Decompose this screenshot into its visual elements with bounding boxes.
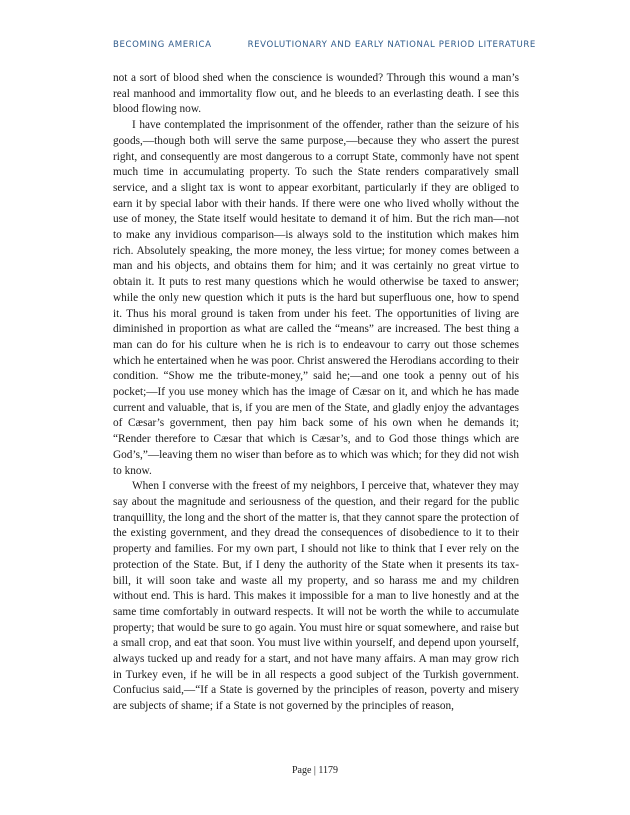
paragraph: When I converse with the freest of my neighbors, I perceive that, whatever they may say about the magnitude and seriousness of the question, and their regard for the public tranquillity, the long and the short of the matter is, that they cannot spare the protection of the existing government, and they dread the consequences of disobedience to it to their property and families. For my own part, I should not like to think that I ever rely on the protection of the State. But, if I deny the authority of the State when it presents its tax-bill, it will soon take and waste all my property, and so harass me and my children without end. This is hard. This makes it impossible for a man to live honestly and at the same time comfortably in outward respects. It will not be worth the while to accumulate property; that would be sure to go again. You must hire or squat somewhere, and raise but a small crop, and eat that soon. You must live within yourself, and depend upon yourself, always tucked up and ready for a start, and not have many affairs. A man may grow rich in Turkey even, if he will be in all respects a good subject of the Turkish government. Confucius said,—“If a State is governed by the principles of reason, poverty and misery are subjects of shame; if a State is not governed by the principles of reason, [113, 480, 519, 713]
book-title: BECOMING AMERICA [113, 40, 212, 50]
running-header [113, 40, 536, 50]
paragraph: I have contemplated the imprisonment of the offender, rather than the seizure of his goods,—though both will serve the same purpose,—because they who assert the purest right, and consequently are most dangerous to a corrupt State, commonly have not spent much time in accumulating property. To such the State renders comparatively small service, and a slight tax is wont to appear exorbitant, particularly if they are obliged to earn it by special labor with their hands. If there were one who lived wholly without the use of money, the State itself would hesitate to demand it of him. But the rich man—not to make any invidious comparison—is always sold to the institution which makes him rich. Absolutely speaking, the more money, the less virtue; for money comes between a man and his objects, and obtains them for him; and it was certainly no great virtue to obtain it. It puts to rest many questions which he would otherwise be taxed to answer; while the only new question which it puts is the hard but superfluous one, how to spend it. Thus his moral ground is taken from under his feet. The opportunities of living are diminished in proportion as what are called the “means” are increased. The best thing a man can do for his culture when he is rich is to endeavour to carry out those schemes which he entertained when he was poor. Christ answered the Herodians according to their condition. “Show me the tribute-money,” said he;—and one took a penny out of his pocket;—If you use money which has the image of Cæsar on it, and which he has made current and valuable, that is, if you are men of the State, and gladly enjoy the advantages of Cæsar’s government, then pay him back some of his own when he demands it; “Render therefore to Cæsar that which is Cæsar’s, and to God those things which are God’s,”—leaving them no wiser than before as to which was which; for they did not wish to know. [113, 119, 519, 477]
paragraph-continued: not a sort of blood shed when the conscience is wounded? Through this wound a man’s real manhood and immortality flow out, and he bleeds to an everlasting death. I see this blood flowing now. [113, 72, 519, 116]
page-number: Page | 1179 [291, 765, 339, 776]
section-title: REVOLUTIONARY AND EARLY NATIONAL PERIOD LITERATURE [247, 40, 536, 50]
page-body [113, 71, 519, 715]
